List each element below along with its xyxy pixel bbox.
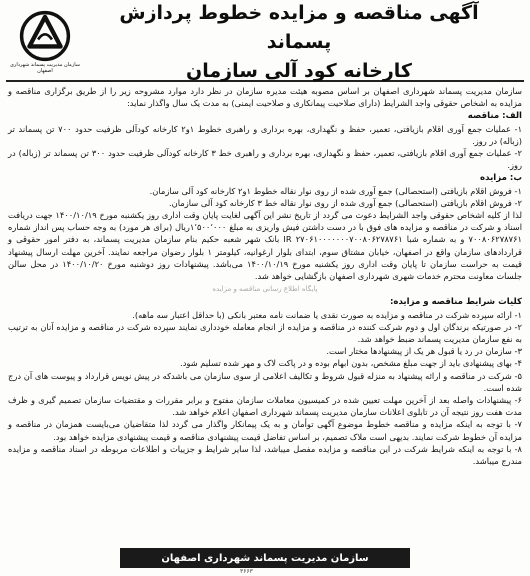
ad-code: ۳۶۶۳ [240, 568, 253, 575]
condition-3: ۳- سازمان در رد یا قبول هر یک از پیشنهادها مختار است. [326, 346, 522, 357]
condition-4: ۴- بهای پیشنهادی باید از جهت مبلغ مشخص، بدون ابهام بوده و در پاکت لاک و مهر شده تسلیم شود. [180, 358, 522, 369]
watermark: پایگاه اطلاع رسانی مناقصه و مزایده [212, 285, 318, 294]
logo [6, 5, 84, 79]
intro-paragraph: سازمان مدیریت پسماند شهرداری اصفهان بر اساس مصوبه هیئت مدیره سازمان در نظر دارد موارد مشروحه زیر را از طریق برگزاری مناقصه و مزایده به اشخاص حقوقی واجد الشرایط (دارای صلاحیت پیمانکاری و صلاحیت ایمنی) به مدت یک سال واگذار نماید: [8, 86, 522, 109]
invitation-paragraph: لذا از کلیه اشخاص حقوقی واجد الشرایط دعوت می گردد از تاریخ نشر این آگهی لغایت پایان وقت اداری روز یکشنبه مورخ ۱۴۰۰/۱۰/۱۹ جهت دریافت اسناد و شرکت در مناقصه و مزایده های فوق با در دست داشتن فیش واریزی به مبلغ ۱٬۵۰۰٬۰۰۰ریال (برای هر مورد) به وجه حساب پس انداز شماره ۷۰۰۸۰۶۲۷۸۷۶۱ و به شماره شبا IR ۲۷۰۶۱۰۰۰۰۰۰۰۷۰۰۸۰۶۲۷۸۷۶۱ بانک شهر شعبه حکیم بنام سازمان مدیریت پسماند، به دفتر امور حقوقی و قراردادهای سازمان واقع در اصفهان، خیابان مشتاق سوم، ابتدای بلوار ارغوانیه، کیلومتر ۱ بلوار رضوان مراجعه نمایند. آخرین مهلت ارسال پیشنهاد قیمت به حراست سازمان تا پایان وقت اداری روز یکشنبه مورخ ۱۴۰۰/۱۰/۱۹ می‌باشد. پیشنهادات روز دوشنبه مورخ ۱۴۰۰/۱۰/۲۰ در محل سالن جلسات معاونت محترم خدمات شهری شهرداری اصفهان بازگشایی خواهد شد. [8, 210, 523, 282]
tender-item-1: ۱- عملیات جمع آوری اقلام بازیافتی، تعمیر، حفظ و نگهداری، بهره برداری و راهبری خطوط ۱و۲ کارخانه کودآلی ظرفیت حدود ۷۰۰ تن پسماند تر (زباله) در روز. [8, 123, 523, 146]
title-line-2: کارخانه کود آلی سازمان [186, 59, 412, 82]
tender-heading: الف: مناقصه [467, 111, 522, 122]
header [6, 1, 524, 82]
body-text [6, 82, 524, 467]
condition-7: ۷- با توجه به اینکه مزایده و مناقصه خطوط موضوع آگهی توأمان و به یک پیمانکار واگذار می گردد لذا متقاضیان می‌بایست همزمان در مناقصه و مزایده آن خطوط شرکت نمایند. بدیهی است ملاک تصمیم، بر اساس تفاضل قیمت پیشنهادی مناقصه و قیمت پیشنهادی مزایده خواهد بود. [8, 419, 522, 442]
condition-8: ۸- با توجه به اینکه شرایط شرکت در این مناقصه و مزایده مفصل میباشد، لذا سایر شرایط و جزییات و اطلاعات مربوطه در اسناد مناقصه و مزایده مندرج میباشد. [8, 443, 522, 467]
title-line-1: آگهی مناقصه و مزایده خطوط پردازش پسماند [119, 1, 479, 53]
signature-bar: سازمان مدیریت پسماند شهرداری اصفهان [120, 548, 410, 568]
general-conditions-heading: کلیات شرایط مناقصه و مزایده: [389, 297, 522, 308]
logo-caption: سازمان مدیریت پسماند شهرداری اصفهان [9, 62, 80, 74]
condition-6: ۶- پیشنهادات واصله بعد از آخرین مهلت تعیین شده در کمیسیون معاملات سازمان مفتوح و برابر مقررات و مقتضیات سازمان تصمیم گیری و ظرف مدت هفت روز نتیجه آن در تابلوی اعلانات سازمان مدیریت پسماند شهرداری اصفهان اعلام خواهد شد. [8, 395, 522, 418]
title-box [84, 0, 524, 86]
condition-1: ۱- ارائه سپرده شرکت در مناقصه و مزایده به صورت نقدی یا ضمانت نامه معتبر بانکی (با حداقل اعتبار سه ماهه). [132, 309, 522, 320]
auction-heading: ب: مزایده [480, 173, 522, 184]
logo-icon [19, 10, 71, 62]
condition-2: ۲- در صورتیکه برندگان اول و دوم شرکت کننده در مناقصه و مزایده از انجام معامله خودداری نمایند سپرده شرکت در مناقصه و مزایده آنان به ترتیب به نفع سازمان مدیریت پسماند ضبط خواهد شد. [8, 321, 522, 345]
auction-item-2: ۲- فروش اقلام بازیافتی (استحصالی) جمع آوری شده از روی نوار نقاله خط ۳ کارخانه کود آلی سازمان. [169, 197, 522, 208]
condition-5: ۵- شرکت در مناقصه و ارائه پیشنهاد به منزله قبول شروط و تکالیف اعلامی از سوی سازمان می باشدکه در پیش نویس قرارداد و پیوست های آن درج شده است. [8, 370, 522, 393]
tender-item-2: ۲- عملیات جمع آوری اقلام بازیافتی، تعمیر، حفظ و نگهداری، بهره برداری و راهبری خط ۳ کارخانه کودآلی ظرفیت حدود ۳۰۰ تن پسماند تر (زباله) در روز. [8, 148, 522, 171]
auction-item-1: ۱- فروش اقلام بازیافتی (استحصالی) جمع آوری شده از روی نوار نقاله خطوط ۱و۲ کارخانه کود آلی سازمان. [149, 185, 522, 196]
